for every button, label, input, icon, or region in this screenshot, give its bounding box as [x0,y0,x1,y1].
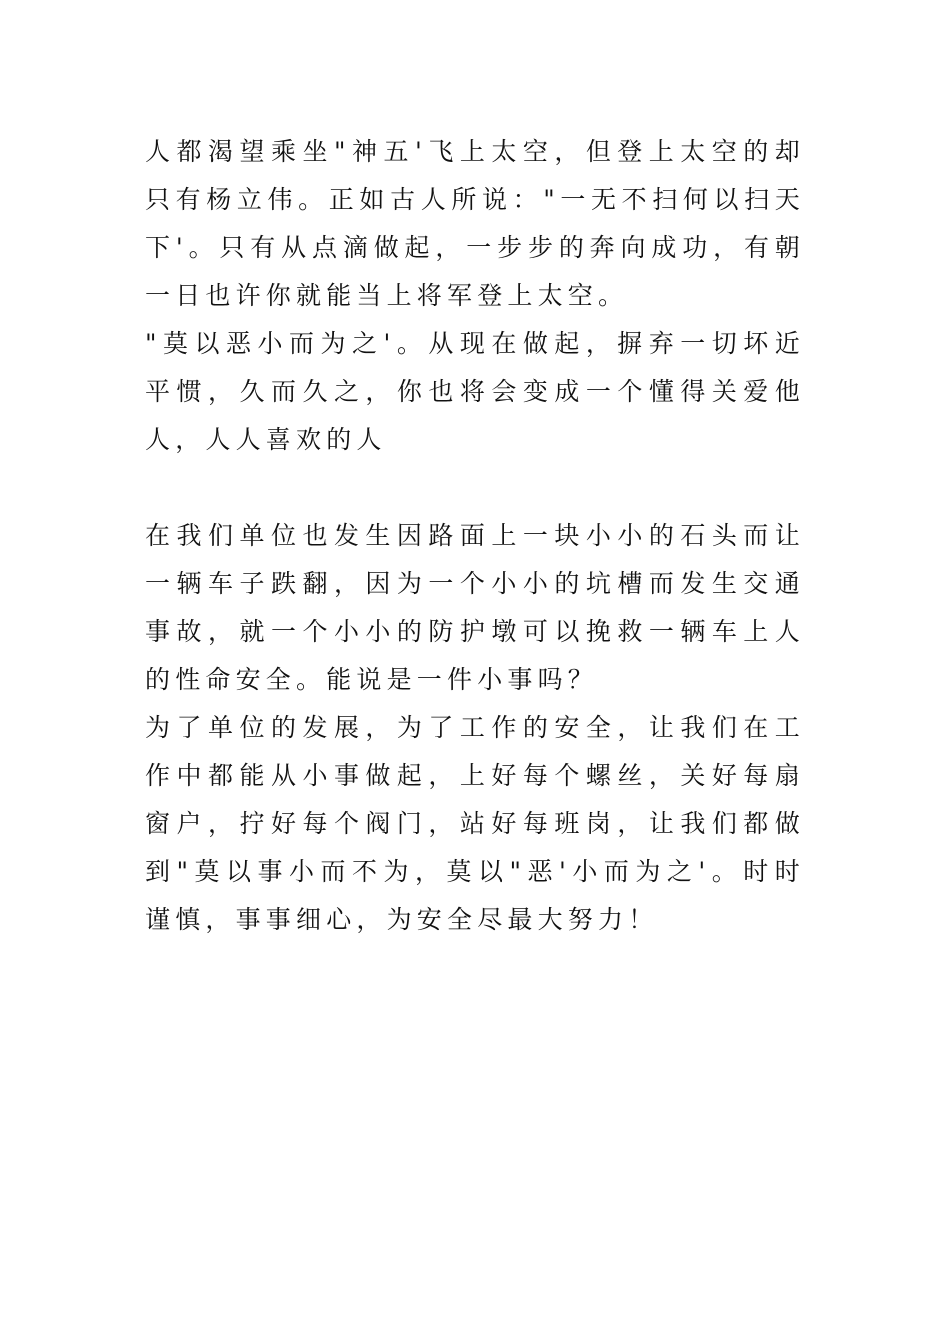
paragraph-spacer [145,464,805,512]
document-body [145,128,805,944]
paragraph-4: 为了单位的发展，为了工作的安全，让我们在工作中都能从小事做起，上好每个螺丝，关好每扇窗户，拧好每个阀门，站好每班岗，让我们都做到"莫以事小而不为，莫以"恶'小而为之'。时时谨慎，事事细心，为安全尽最大努力！ [145,713,805,934]
paragraph-1: 人都渴望乘坐"神五'飞上太空，但登上太空的却只有杨立伟。正如古人所说："一无不扫何以扫天下'。只有从点滴做起，一步步的奔向成功，有朝一日也许你就能当上将军登上太空。 [145,137,805,310]
paragraph-3: 在我们单位也发生因路面上一块小小的石头而让一辆车子跌翻，因为一个小小的坑槽而发生交通事故，就一个小小的防护墩可以挽救一辆车上人的性命安全。能说是一件小事吗？ [145,521,805,694]
paragraph-2: "莫以恶小而为之'。从现在做起，摒弃一切坏近平惯，久而久之，你也将会变成一个懂得关爱他人，人人喜欢的人 [145,329,805,454]
